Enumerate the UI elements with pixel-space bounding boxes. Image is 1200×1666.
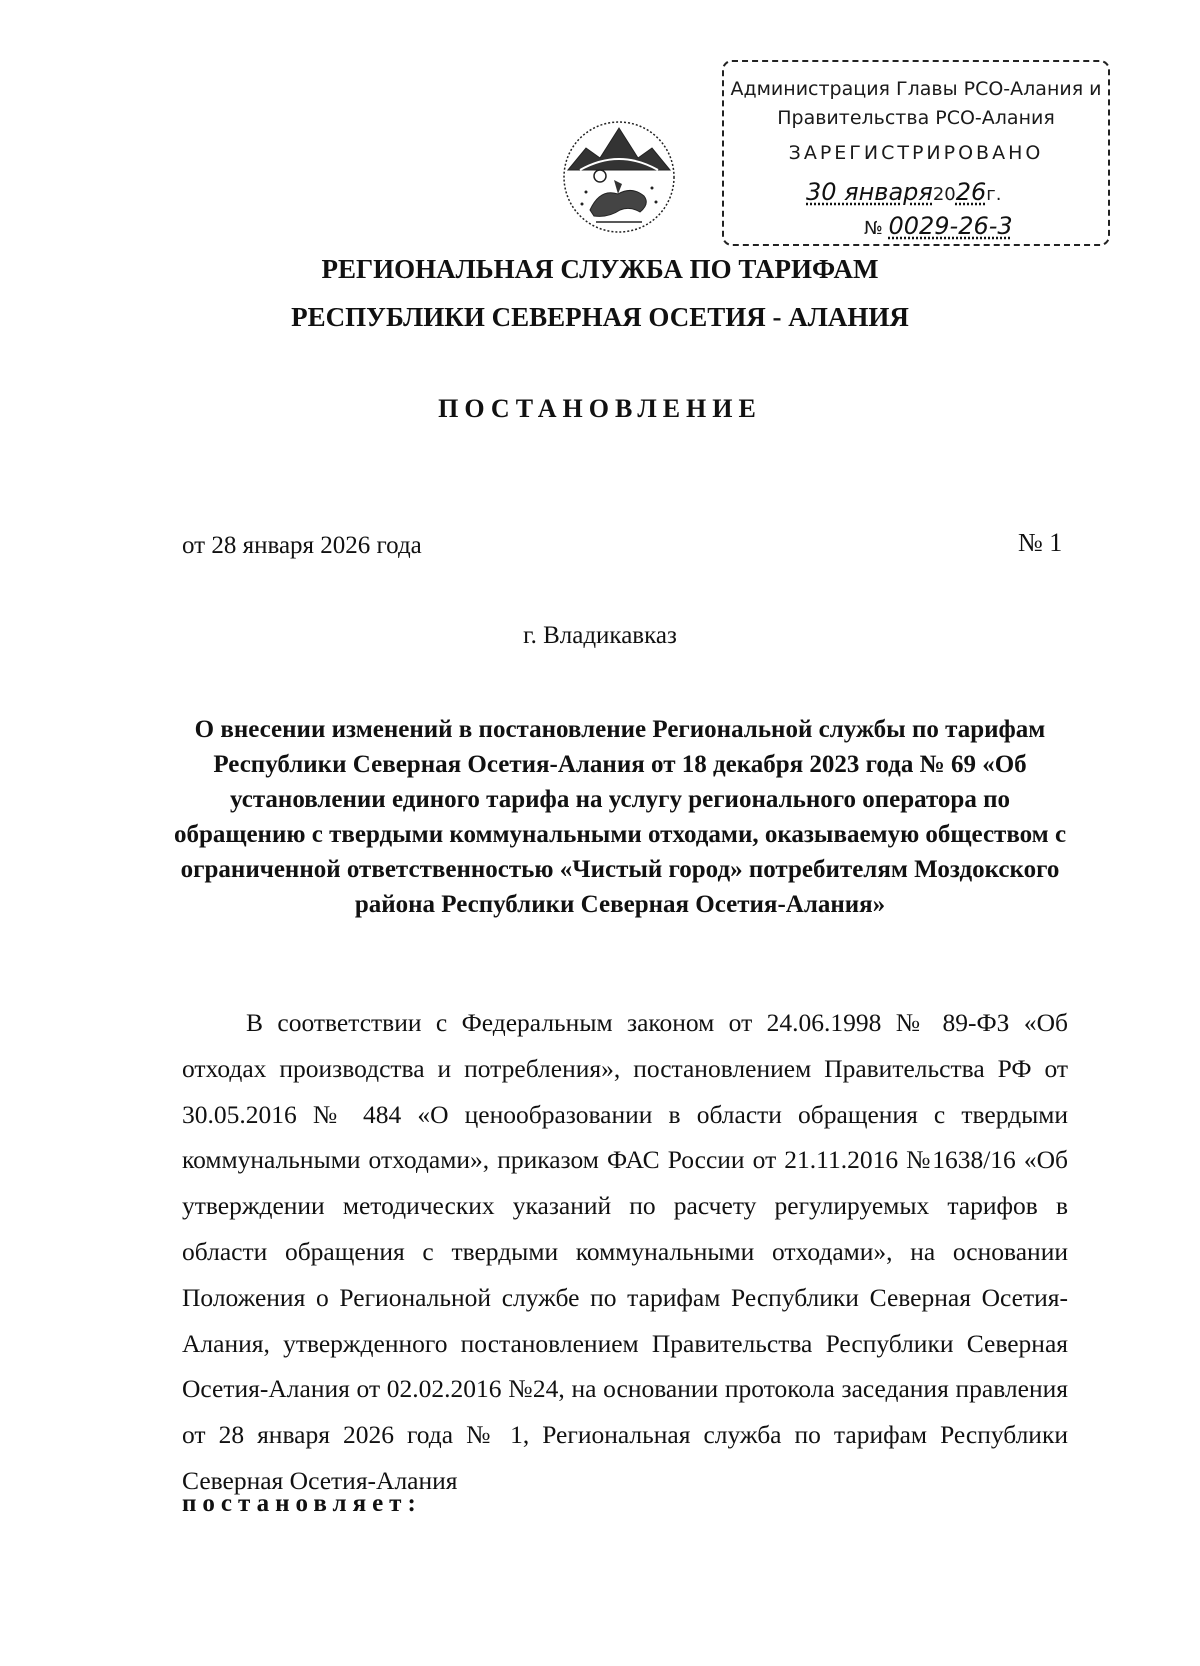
stamp-registered: ЗАРЕГИСТРИРОВАНО	[788, 142, 1044, 164]
stamp-number-line	[864, 212, 1013, 240]
document-subject: О внесении изменений в постановление Региональной службы по тарифам Республики Северная Осетия-Алания от 18 декабря 2023 года № 69 «Об установлении единого тарифа на услугу регионального оператора по обращению с твердыми коммунальными отходами, оказываемую обществом с ограниченной ответственностью «Чистый город» потребителям Моздокского района Республики Северная Осетия-Алания»	[173, 716, 1067, 918]
coat-of-arms-emblem	[560, 118, 678, 236]
document-number: № 1	[1018, 528, 1063, 557]
stamp-year-suffix: г.	[986, 184, 1002, 205]
document-type-title: ПОСТАНОВЛЕНИЕ	[438, 394, 762, 423]
document-city: г. Владикавказ	[523, 622, 677, 649]
document-body: В соответствии с Федеральным законом от 24.06.1998 № 89-ФЗ «Об отходах производства и потребления», постановлением Правительства РФ от 30.05.2016 № 484 «О ценообразовании в области обращения с твердыми коммунальными отходами», приказом ФАС России от 21.11.2016 №1638/16 «Об утверждении методических указаний по расчету регулируемых тарифов в области обращения с твердыми коммунальными отходами», на основании Положения о Региональной службе по тарифам Республики Северная Осетия-Алания, утвержденного постановлением Правительства Республики Северная Осетия-Алания от 02.02.2016 №24, на основании протокола заседания правления от 28 января 2026 года № 1, Региональная служба по тарифам Республики Северная Осетия-Алания	[182, 1008, 1068, 1495]
stamp-line-1: Администрация Главы РСО-Алания и	[730, 78, 1102, 100]
stamp-number-label: №	[864, 218, 883, 239]
org-title-line-1: РЕГИОНАЛЬНАЯ СЛУЖБА ПО ТАРИФАМ	[321, 254, 879, 284]
stamp-line-2: Правительства РСО-Алания	[777, 107, 1055, 129]
stamp-date-handwritten: 30 января	[806, 178, 933, 206]
document-date: от 28 января 2026 года	[182, 532, 422, 559]
stamp-year-prefix: 20	[932, 184, 956, 205]
decree-word: постановляет:	[182, 1490, 422, 1517]
stamp-number-handwritten: 0029-26-3	[888, 212, 1013, 240]
stamp-date-line	[806, 178, 1001, 206]
registration-stamp	[722, 60, 1110, 246]
stamp-year-handwritten: 26	[955, 178, 987, 206]
org-title-line-2: РЕСПУБЛИКИ СЕВЕРНАЯ ОСЕТИЯ - АЛАНИЯ	[291, 302, 909, 332]
